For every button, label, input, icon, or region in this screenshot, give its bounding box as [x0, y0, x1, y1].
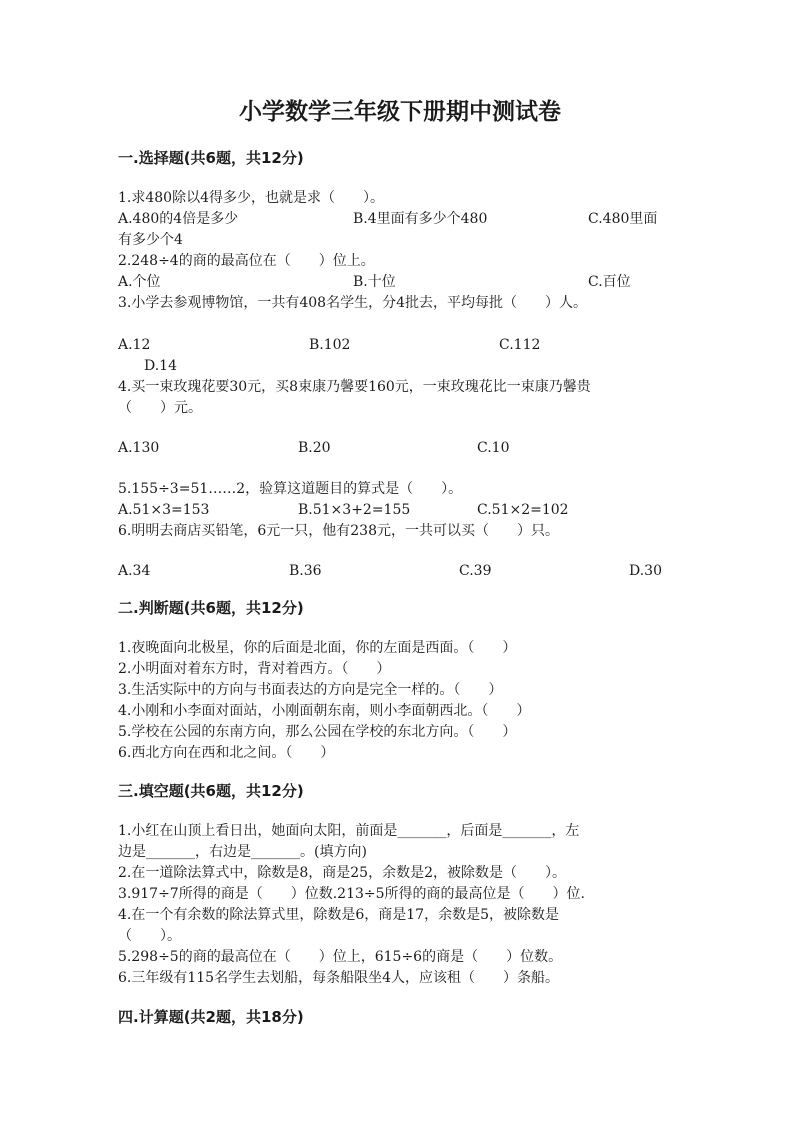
- fill-q4-cont: （ ）。: [118, 928, 181, 944]
- choice-q5-stem: 5.155÷3=51……2，验算这道题目的算式是（ ）。: [118, 481, 463, 497]
- choice-q4-option-a: A.130: [118, 440, 160, 456]
- choice-q6-option-c: C.39: [459, 563, 492, 579]
- choice-q6-option-a: A.34: [118, 563, 151, 579]
- choice-q2-stem: 2.248÷4的商的最高位在（ ）位上。: [118, 253, 375, 269]
- choice-q1-option-c: C.480里面: [588, 211, 658, 227]
- choice-q1-option-b: B.4里面有多少个480: [353, 211, 488, 227]
- fill-q1: 1.小红在山顶上看日出，她面向太阳，前面是_______，后面是_______，左: [118, 823, 580, 839]
- choice-q3-option-a: A.12: [118, 337, 151, 353]
- choice-q1-option-c-cont: 有多少个4: [118, 232, 183, 248]
- choice-q6-option-d: D.30: [629, 563, 662, 579]
- judge-item: 4.小刚和小李面对面站，小刚面朝东南，则小李面朝西北。（ ）: [118, 703, 531, 719]
- choice-q5-option-c: C.51×2=102: [477, 502, 569, 518]
- choice-q6-option-b: B.36: [289, 563, 322, 579]
- section-heading-fill: 三.填空题(共6题，共12分): [118, 782, 304, 800]
- fill-q6: 6.三年级有115名学生去划船，每条船限坐4人，应该租（ ）条船。: [118, 970, 559, 986]
- fill-q5: 5.298÷5的商的最高位在（ ）位上，615÷6的商是（ ）位数。: [118, 949, 563, 965]
- fill-q3: 3.917÷7所得的商是（ ）位数.213÷5所得的商的最高位是（ ）位.: [118, 886, 585, 902]
- choice-q5-option-b: B.51×3+2=155: [298, 502, 411, 518]
- judge-item: 5.学校在公园的东南方向，那么公园在学校的东北方向。（ ）: [118, 724, 517, 740]
- choice-q4-stem: 4.买一束玫瑰花要30元，买8束康乃馨要160元，一束玫瑰花比一束康乃馨贵: [118, 379, 591, 395]
- choice-q3-option-d: D.14: [144, 358, 177, 374]
- page-title: 小学数学三年级下册期中测试卷: [239, 99, 561, 125]
- choice-q3-stem: 3.小学去参观博物馆，一共有408名学生，分4批去，平均每批（ ）人。: [118, 295, 587, 311]
- choice-q4-option-c: C.10: [477, 440, 510, 456]
- judge-item: 6.西北方向在西和北之间。（ ）: [118, 745, 335, 761]
- judge-item: 3.生活实际中的方向与书面表达的方向是完全一样的。（ ）: [118, 682, 503, 698]
- judge-item: 2.小明面对着东方时，背对着西方。（ ）: [118, 661, 391, 677]
- choice-q6-stem: 6.明明去商店买铅笔，6元一只，他有238元，一共可以买（ ）只。: [118, 523, 559, 539]
- choice-q1-stem: 1.求480除以4得多少，也就是求（ ）。: [118, 190, 384, 206]
- choice-q3-option-c: C.112: [499, 337, 541, 353]
- section-heading-judge: 二.判断题(共6题，共12分): [118, 599, 304, 617]
- choice-q2-option-b: B.十位: [353, 274, 396, 290]
- fill-q1-cont: 边是_______，右边是_______。(填方向): [118, 844, 367, 860]
- choice-q2-option-a: A.个位: [118, 274, 161, 290]
- choice-q5-option-a: A.51×3=153: [118, 502, 210, 518]
- choice-q2-option-c: C.百位: [588, 274, 631, 290]
- choice-q4-option-b: B.20: [298, 440, 331, 456]
- choice-q1-option-a: A.480的4倍是多少: [118, 211, 239, 227]
- fill-q4: 4.在一个有余数的除法算式里，除数是6，商是17，余数是5，被除数是: [118, 907, 559, 923]
- section-heading-choice: 一.选择题(共6题，共12分): [118, 149, 304, 167]
- choice-q4-stem-cont: （ ）元。: [118, 400, 202, 416]
- fill-q2: 2.在一道除法算式中，除数是8，商是25，余数是2，被除数是（ ）。: [118, 865, 566, 881]
- judge-item: 1.夜晚面向北极星，你的后面是北面，你的左面是西面。（ ）: [118, 640, 517, 656]
- choice-q3-option-b: B.102: [309, 337, 351, 353]
- section-heading-calc: 四.计算题(共2题，共18分): [118, 1008, 304, 1026]
